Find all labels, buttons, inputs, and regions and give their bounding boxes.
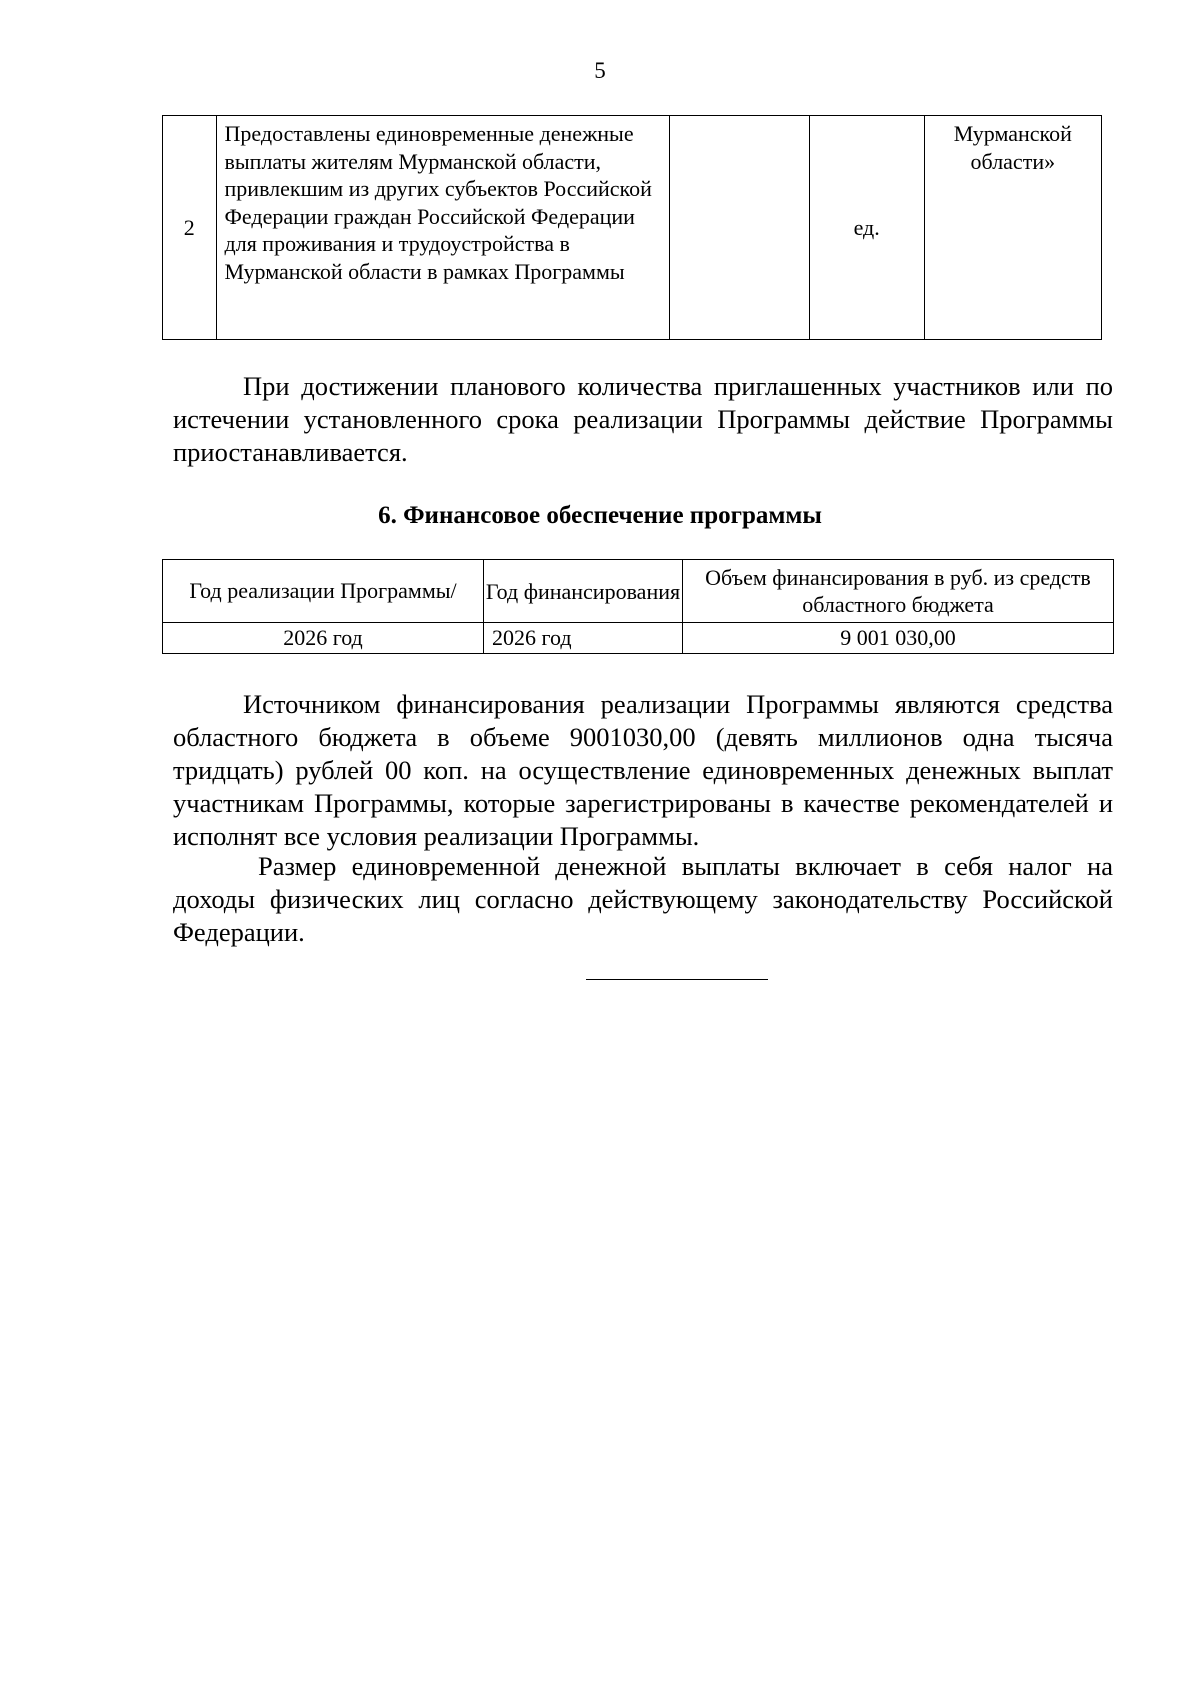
paragraph-program-suspension: При достижении планового количества приглашенных участников или по истечении установленного срока реализации Программы действие Программы приостанавливается. [173,371,1113,467]
end-of-document-rule [586,979,768,980]
indicator-table [162,115,1102,340]
table-header-row [163,560,1114,623]
indicator-source: Мурманской области» [924,116,1101,340]
cell-financing-year: 2026 год [484,623,683,654]
paragraph-financing-source: Источником финансирования реализации Программы являются средства областного бюджета в объеме 9001030,00 (девять миллионов одна тысяча тридцать) рублей 00 коп. на осуществление единовременных денежных выплат участникам Программы, которые зарегистрированы в качестве рекомендателей и исполнят все условия реализации Программы. [173,689,1113,851]
cell-financing-amount: 9 001 030,00 [683,623,1114,654]
column-header-financing-amount: Объем финансирования в руб. из средств областного бюджета [683,560,1114,623]
indicator-unit: ед. [809,116,924,340]
table-row [163,623,1114,654]
table-row [163,116,1102,340]
paragraph-tax-note: Размер единовременной денежной выплаты включает в себя налог на доходы физических лиц согласно действующему законодательству Российской Федерации. [173,851,1113,947]
indicator-name: Предоставлены единовременные денежные выплаты жителям Мурманской области, привлекшим из других субъектов Российской Федерации граждан Российской Федерации для проживания и трудоустройства в Мурманской области в рамках Программы [216,116,670,340]
column-header-financing-year: Год финансирования [484,560,683,623]
cell-program-year: 2026 год [163,623,484,654]
section-title: 6. Финансовое обеспечение программы [378,502,822,529]
page-number: 5 [594,58,606,83]
indicator-value-cell [670,116,809,340]
column-header-program-year: Год реализации Программы/ [163,560,484,623]
row-number: 2 [163,116,217,340]
finance-table [162,559,1114,654]
